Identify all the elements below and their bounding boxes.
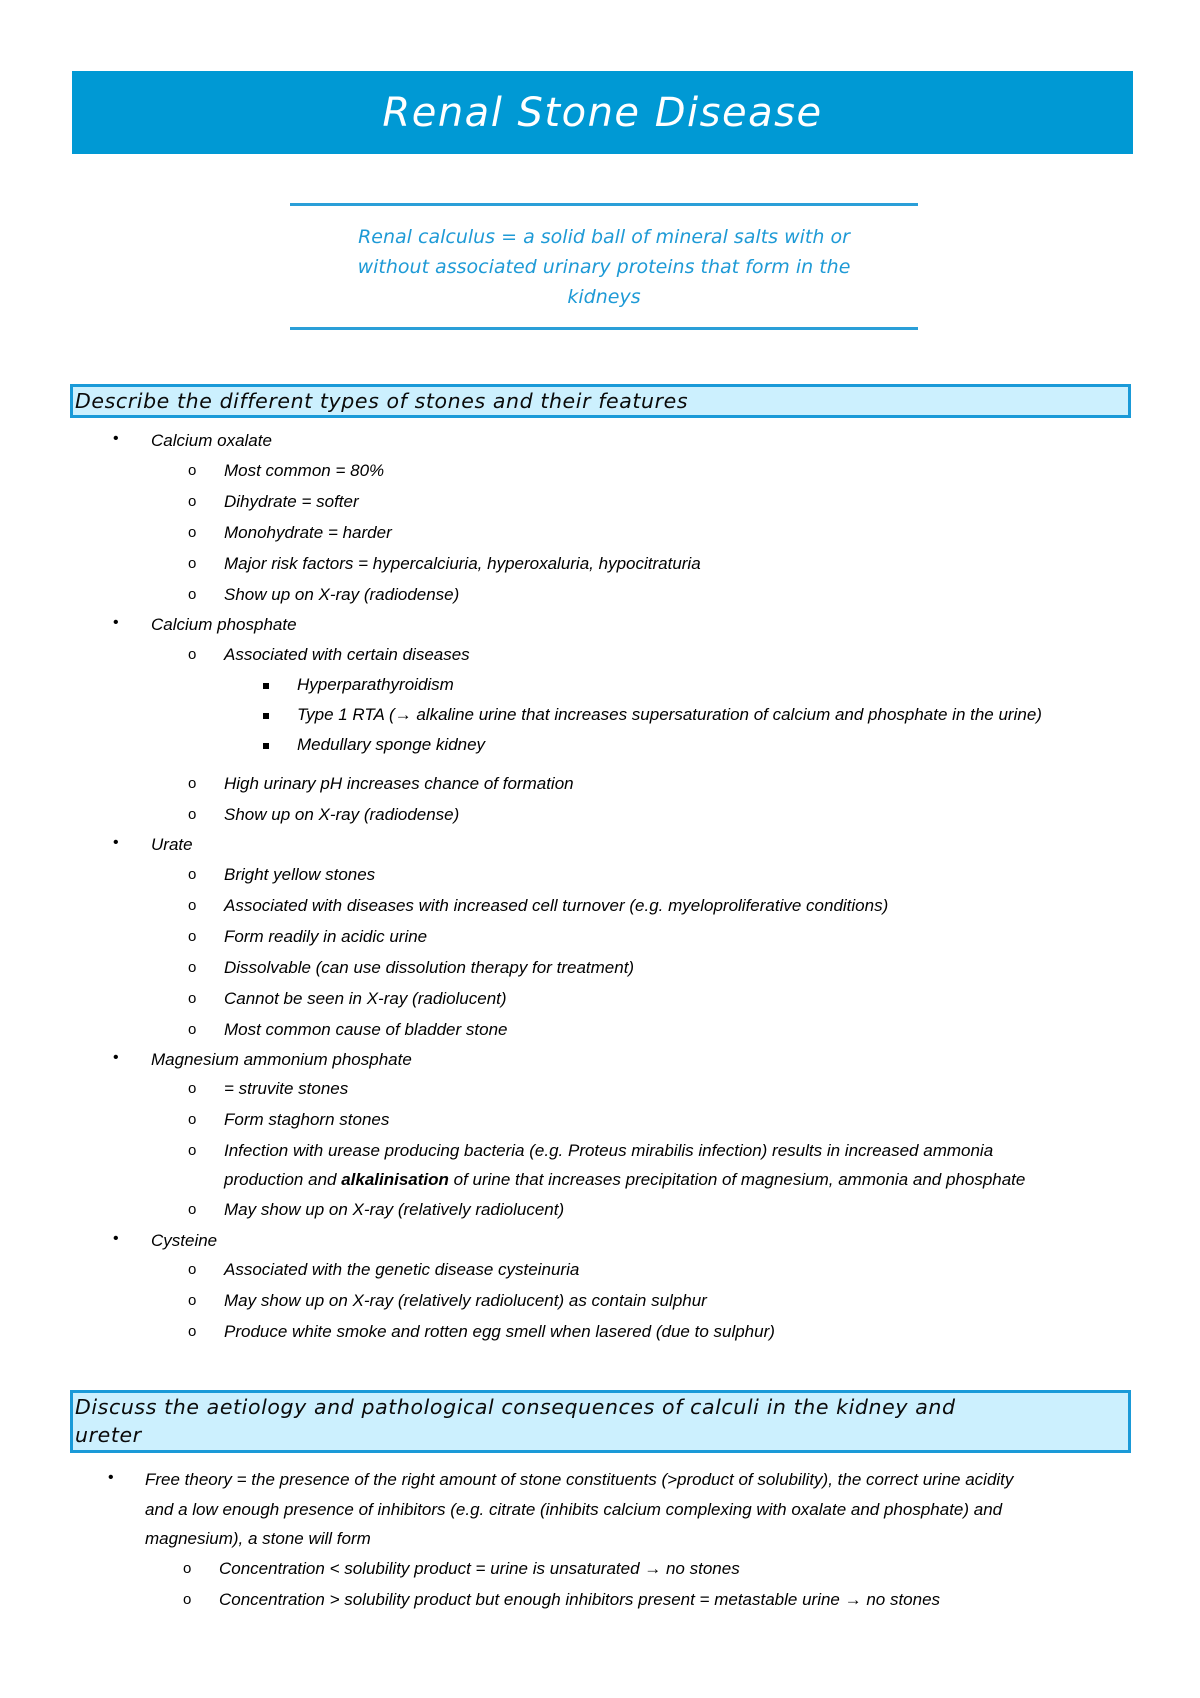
bullet: o [188, 646, 197, 663]
definition-quote [280, 222, 928, 312]
list-item: Monohydrate = harder [224, 523, 392, 542]
bullet: o [188, 1201, 197, 1218]
bullet: o [188, 462, 197, 479]
bullet: o [188, 897, 197, 914]
bullet: o [188, 1292, 197, 1309]
list-item: Form readily in acidic urine [224, 927, 428, 946]
quote-bottom-divider [290, 327, 918, 333]
list-item: Urate [151, 835, 193, 854]
list-item-continuation: production and alkalinisation of urine that increases precipitation of magnesium, ammonia and phosphate [224, 1170, 1026, 1189]
list-item: Dissolvable (can use dissolution therapy for treatment) [224, 958, 635, 977]
definition-line: kidneys [567, 286, 641, 308]
bullet: o [188, 586, 197, 603]
list-item: Most common cause of bladder stone [224, 1020, 508, 1039]
bullet: o [188, 1323, 197, 1340]
bold-term: alkalinisation [341, 1170, 449, 1189]
list-item: Type 1 RTA (→ alkaline urine that increases supersaturation of calcium and phosphate in the urine) [297, 705, 1042, 724]
bullet: o [188, 775, 197, 792]
bullet: o [188, 524, 197, 541]
bullet: • [113, 834, 119, 851]
bullet: o [188, 1142, 197, 1159]
list-item: Dihydrate = softer [224, 492, 359, 511]
bullet: o [188, 866, 197, 883]
bullet: o [188, 1261, 197, 1278]
bullet: o [188, 928, 197, 945]
bullet: o [183, 1560, 192, 1577]
definition-line: Renal calculus = a solid ball of mineral salts with or [358, 226, 850, 248]
list-item: = struvite stones [224, 1079, 349, 1098]
bullet: o [188, 1080, 197, 1097]
list-item: Medullary sponge kidney [297, 735, 486, 754]
bullet-square [263, 743, 269, 749]
list-item: Magnesium ammonium phosphate [151, 1050, 412, 1069]
bullet: • [113, 614, 119, 631]
bullet: o [188, 959, 197, 976]
list-item: Concentration > solubility product but enough inhibitors present = metastable urine → no stones [219, 1590, 941, 1609]
list-item: Calcium oxalate [151, 431, 272, 450]
heading-line: ureter [75, 1423, 142, 1447]
list-item: Form staghorn stones [224, 1110, 390, 1129]
list-item: May show up on X-ray (relatively radiolucent) [224, 1200, 565, 1219]
list-item-continuation: magnesium), a stone will form [145, 1529, 371, 1548]
list-item: Associated with diseases with increased cell turnover (e.g. myeloproliferative conditions) [224, 896, 889, 915]
section-heading-stone-types: Describe the different types of stones and their features [70, 384, 1131, 418]
bullet: o [188, 493, 197, 510]
list-item: Produce white smoke and rotten egg smell when lasered (due to sulphur) [224, 1322, 775, 1341]
list-item: Cysteine [151, 1231, 218, 1250]
list-item: Most common = 80% [224, 461, 385, 480]
list-item: Bright yellow stones [224, 865, 376, 884]
heading-line: Discuss the aetiology and pathological consequences of calculi in the kidney and [75, 1395, 956, 1419]
title-banner [72, 71, 1133, 154]
bullet: o [188, 1111, 197, 1128]
list-item: Major risk factors = hypercalciuria, hyperoxaluria, hypocitraturia [224, 554, 701, 573]
bullet: o [188, 990, 197, 1007]
list-item: Concentration < solubility product = urine is unsaturated → no stones [219, 1559, 740, 1578]
list-item: Show up on X-ray (radiodense) [224, 805, 460, 824]
bullet-square [263, 683, 269, 689]
list-item: Associated with the genetic disease cysteinuria [224, 1260, 580, 1279]
list-item: Free theory = the presence of the right amount of stone constituents (>product of solubility), the correct urine acidity [145, 1470, 1014, 1489]
list-item-continuation: and a low enough presence of inhibitors (e.g. citrate (inhibits calcium complexing with oxalate and phosphate) and [145, 1500, 1003, 1519]
document-title: Renal Stone Disease [382, 89, 823, 136]
bullet: o [188, 1021, 197, 1038]
list-item: Calcium phosphate [151, 615, 297, 634]
bullet: • [113, 430, 119, 447]
list-item: Cannot be seen in X-ray (radiolucent) [224, 989, 507, 1008]
bullet: • [108, 1469, 114, 1486]
list-item: May show up on X-ray (relatively radiolucent) as contain sulphur [224, 1291, 707, 1310]
list-item: Show up on X-ray (radiodense) [224, 585, 460, 604]
list-item: High urinary pH increases chance of formation [224, 774, 574, 793]
quote-top-divider [290, 203, 918, 209]
bullet: o [188, 555, 197, 572]
bullet: o [183, 1591, 192, 1608]
bullet: • [113, 1049, 119, 1066]
definition-line: without associated urinary proteins that form in the [357, 256, 851, 278]
bullet: o [188, 806, 197, 823]
bullet-square [263, 713, 269, 719]
list-item: Infection with urease producing bacteria (e.g. Proteus mirabilis infection) results in increased ammonia [224, 1141, 994, 1160]
section-heading-aetiology [70, 1390, 1131, 1453]
bullet: • [113, 1230, 119, 1247]
list-item: Hyperparathyroidism [297, 675, 454, 694]
list-item: Associated with certain diseases [224, 645, 470, 664]
